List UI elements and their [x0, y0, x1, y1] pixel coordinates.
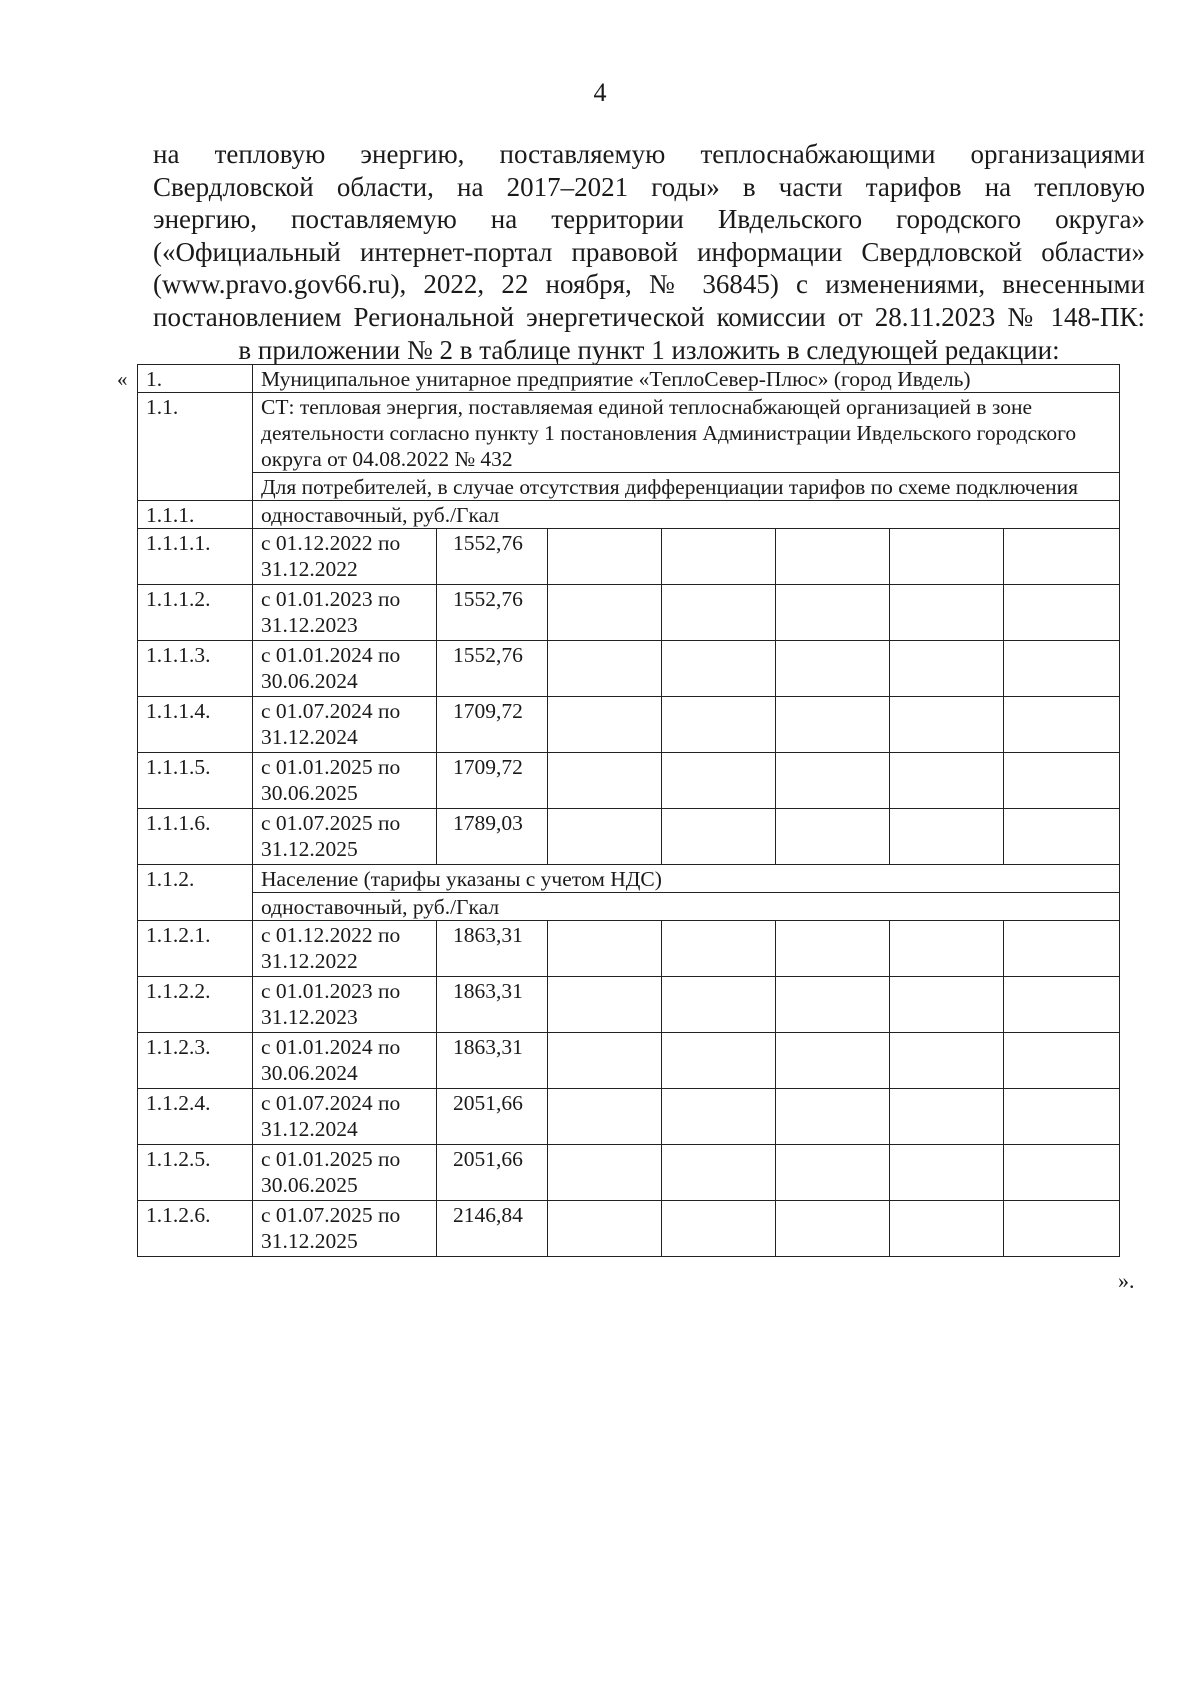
empty-cell: [548, 1201, 662, 1257]
row-number: 1.1.2.2.: [138, 977, 253, 1033]
empty-cell: [662, 809, 776, 865]
empty-cell: [890, 753, 1004, 809]
tariff-value: 1552,76: [437, 641, 548, 697]
empty-cell: [548, 1145, 662, 1201]
empty-cell: [776, 921, 890, 977]
intro-paragraph: [153, 138, 1145, 366]
empty-cell: [890, 529, 1004, 585]
tariff-value: 1863,31: [437, 977, 548, 1033]
empty-cell: [890, 585, 1004, 641]
row-number: 1.1.: [138, 393, 253, 501]
table-row: [138, 585, 1120, 641]
period-cell: с 01.01.2023 по 31.12.2023: [253, 977, 437, 1033]
intro-instruction-line: в приложении № 2 в таблице пункт 1 изложить в следующей редакции:: [238, 334, 1060, 365]
tariff-value: 1552,76: [437, 529, 548, 585]
empty-cell: [662, 529, 776, 585]
table-row: [138, 921, 1120, 977]
tariff-value: 1709,72: [437, 753, 548, 809]
row-number: 1.1.1.5.: [138, 753, 253, 809]
table-row: [138, 809, 1120, 865]
empty-cell: [548, 697, 662, 753]
period-cell: с 01.01.2024 по 30.06.2024: [253, 641, 437, 697]
period-cell: с 01.07.2025 по 31.12.2025: [253, 809, 437, 865]
empty-cell: [890, 921, 1004, 977]
empty-cell: [1004, 1089, 1120, 1145]
empty-cell: [548, 641, 662, 697]
table-row: [138, 753, 1120, 809]
empty-cell: [662, 1201, 776, 1257]
table-row-1-1-2: [138, 865, 1120, 893]
tariff-value: 2051,66: [437, 1089, 548, 1145]
empty-cell: [662, 1089, 776, 1145]
empty-cell: [662, 977, 776, 1033]
table-row-tariff-type: [138, 893, 1120, 921]
row-number: 1.1.1.: [138, 501, 253, 529]
empty-cell: [1004, 1033, 1120, 1089]
empty-cell: [776, 753, 890, 809]
intro-line: постановлением Региональной энергетической комиссии от 28.11.2023 № 148-ПК:: [153, 301, 1145, 332]
empty-cell: [548, 921, 662, 977]
empty-cell: [890, 1145, 1004, 1201]
intro-line: (www.pravo.gov66.ru), 2022, 22 ноября, № 36845) с изменениями, внесенными: [153, 269, 1145, 300]
row-number: 1.: [138, 365, 253, 393]
empty-cell: [776, 697, 890, 753]
empty-cell: [662, 697, 776, 753]
tariff-value: 1709,72: [437, 697, 548, 753]
row-number: 1.1.1.2.: [138, 585, 253, 641]
empty-cell: [776, 1201, 890, 1257]
row-number: 1.1.1.1.: [138, 529, 253, 585]
empty-cell: [1004, 1145, 1120, 1201]
row-number: 1.1.2.3.: [138, 1033, 253, 1089]
table-row: [138, 641, 1120, 697]
intro-line: Свердловской области, на 2017–2021 годы» в части тарифов на тепловую: [153, 171, 1145, 202]
empty-cell: [890, 1089, 1004, 1145]
period-cell: с 01.07.2024 по 31.12.2024: [253, 1089, 437, 1145]
period-cell: с 01.12.2022 по 31.12.2022: [253, 921, 437, 977]
empty-cell: [890, 977, 1004, 1033]
table-row-1: [138, 365, 1120, 393]
empty-cell: [776, 809, 890, 865]
empty-cell: [1004, 585, 1120, 641]
period-cell: с 01.07.2025 по 31.12.2025: [253, 1201, 437, 1257]
table-row: [138, 1145, 1120, 1201]
empty-cell: [890, 1201, 1004, 1257]
empty-cell: [890, 641, 1004, 697]
tariff-type: одноставочный, руб./Гкал: [253, 893, 1120, 921]
consumers-description: Для потребителей, в случае отсутствия дифференциации тарифов по схеме подключения: [253, 473, 1120, 501]
tariff-value: 1789,03: [437, 809, 548, 865]
tariff-value: 1863,31: [437, 1033, 548, 1089]
empty-cell: [662, 585, 776, 641]
empty-cell: [1004, 697, 1120, 753]
empty-cell: [1004, 977, 1120, 1033]
empty-cell: [890, 697, 1004, 753]
empty-cell: [1004, 529, 1120, 585]
empty-cell: [548, 809, 662, 865]
empty-cell: [776, 1145, 890, 1201]
table-row-consumers: [138, 473, 1120, 501]
table-row: [138, 1089, 1120, 1145]
population-header: Население (тарифы указаны с учетом НДС): [253, 865, 1120, 893]
empty-cell: [662, 753, 776, 809]
empty-cell: [662, 921, 776, 977]
empty-cell: [662, 641, 776, 697]
empty-cell: [776, 1033, 890, 1089]
empty-cell: [890, 809, 1004, 865]
tariff-description: СТ: тепловая энергия, поставляемая единой теплоснабжающей организацией в зоне деятельности согласно пункту 1 постановления Администрации Ивдельского городского округа от 04.08.2022 № 432: [253, 393, 1120, 473]
table-row: [138, 697, 1120, 753]
table-row: [138, 977, 1120, 1033]
tariff-value: 1552,76: [437, 585, 548, 641]
tariff-value: 2146,84: [437, 1201, 548, 1257]
table-row: [138, 529, 1120, 585]
table-row: [138, 1201, 1120, 1257]
period-cell: с 01.07.2024 по 31.12.2024: [253, 697, 437, 753]
row-number: 1.1.2.1.: [138, 921, 253, 977]
organization-name: Муниципальное унитарное предприятие «ТеплоСевер-Плюс» (город Ивдель): [253, 365, 1120, 393]
tariff-value: 1863,31: [437, 921, 548, 977]
table-row-1-1: [138, 393, 1120, 473]
intro-line: на тепловую энергию, поставляемую теплоснабжающими организациями: [153, 139, 1145, 169]
empty-cell: [1004, 1201, 1120, 1257]
row-number: 1.1.2.6.: [138, 1201, 253, 1257]
empty-cell: [776, 585, 890, 641]
empty-cell: [548, 977, 662, 1033]
page-number: 4: [593, 78, 607, 107]
empty-cell: [548, 585, 662, 641]
tariff-table: [137, 364, 1120, 1257]
table-row-1-1-1: [138, 501, 1120, 529]
empty-cell: [890, 1033, 1004, 1089]
intro-line: («Официальный интернет-портал правовой информации Свердловской области»: [153, 236, 1145, 267]
empty-cell: [548, 529, 662, 585]
empty-cell: [662, 1033, 776, 1089]
closing-quote-mark: ».: [1118, 1268, 1135, 1293]
empty-cell: [1004, 753, 1120, 809]
row-number: 1.1.1.3.: [138, 641, 253, 697]
empty-cell: [548, 1033, 662, 1089]
row-number: 1.1.1.6.: [138, 809, 253, 865]
empty-cell: [548, 1089, 662, 1145]
empty-cell: [776, 1089, 890, 1145]
period-cell: с 01.12.2022 по 31.12.2022: [253, 529, 437, 585]
empty-cell: [1004, 641, 1120, 697]
period-cell: с 01.01.2023 по 31.12.2023: [253, 585, 437, 641]
period-cell: с 01.01.2024 по 30.06.2024: [253, 1033, 437, 1089]
opening-quote-mark: «: [117, 367, 128, 391]
empty-cell: [776, 977, 890, 1033]
tariff-type: одноставочный, руб./Гкал: [253, 501, 1120, 529]
empty-cell: [776, 641, 890, 697]
table-row: [138, 1033, 1120, 1089]
row-number: 1.1.2.4.: [138, 1089, 253, 1145]
empty-cell: [548, 753, 662, 809]
empty-cell: [1004, 809, 1120, 865]
empty-cell: [1004, 921, 1120, 977]
row-number: 1.1.2.5.: [138, 1145, 253, 1201]
empty-cell: [662, 1145, 776, 1201]
period-cell: с 01.01.2025 по 30.06.2025: [253, 1145, 437, 1201]
empty-cell: [776, 529, 890, 585]
intro-line: энергию, поставляемую на территории Ивдельского городского округа»: [153, 204, 1145, 235]
period-cell: с 01.01.2025 по 30.06.2025: [253, 753, 437, 809]
row-number: 1.1.2.: [138, 865, 253, 921]
tariff-value: 2051,66: [437, 1145, 548, 1201]
row-number: 1.1.1.4.: [138, 697, 253, 753]
